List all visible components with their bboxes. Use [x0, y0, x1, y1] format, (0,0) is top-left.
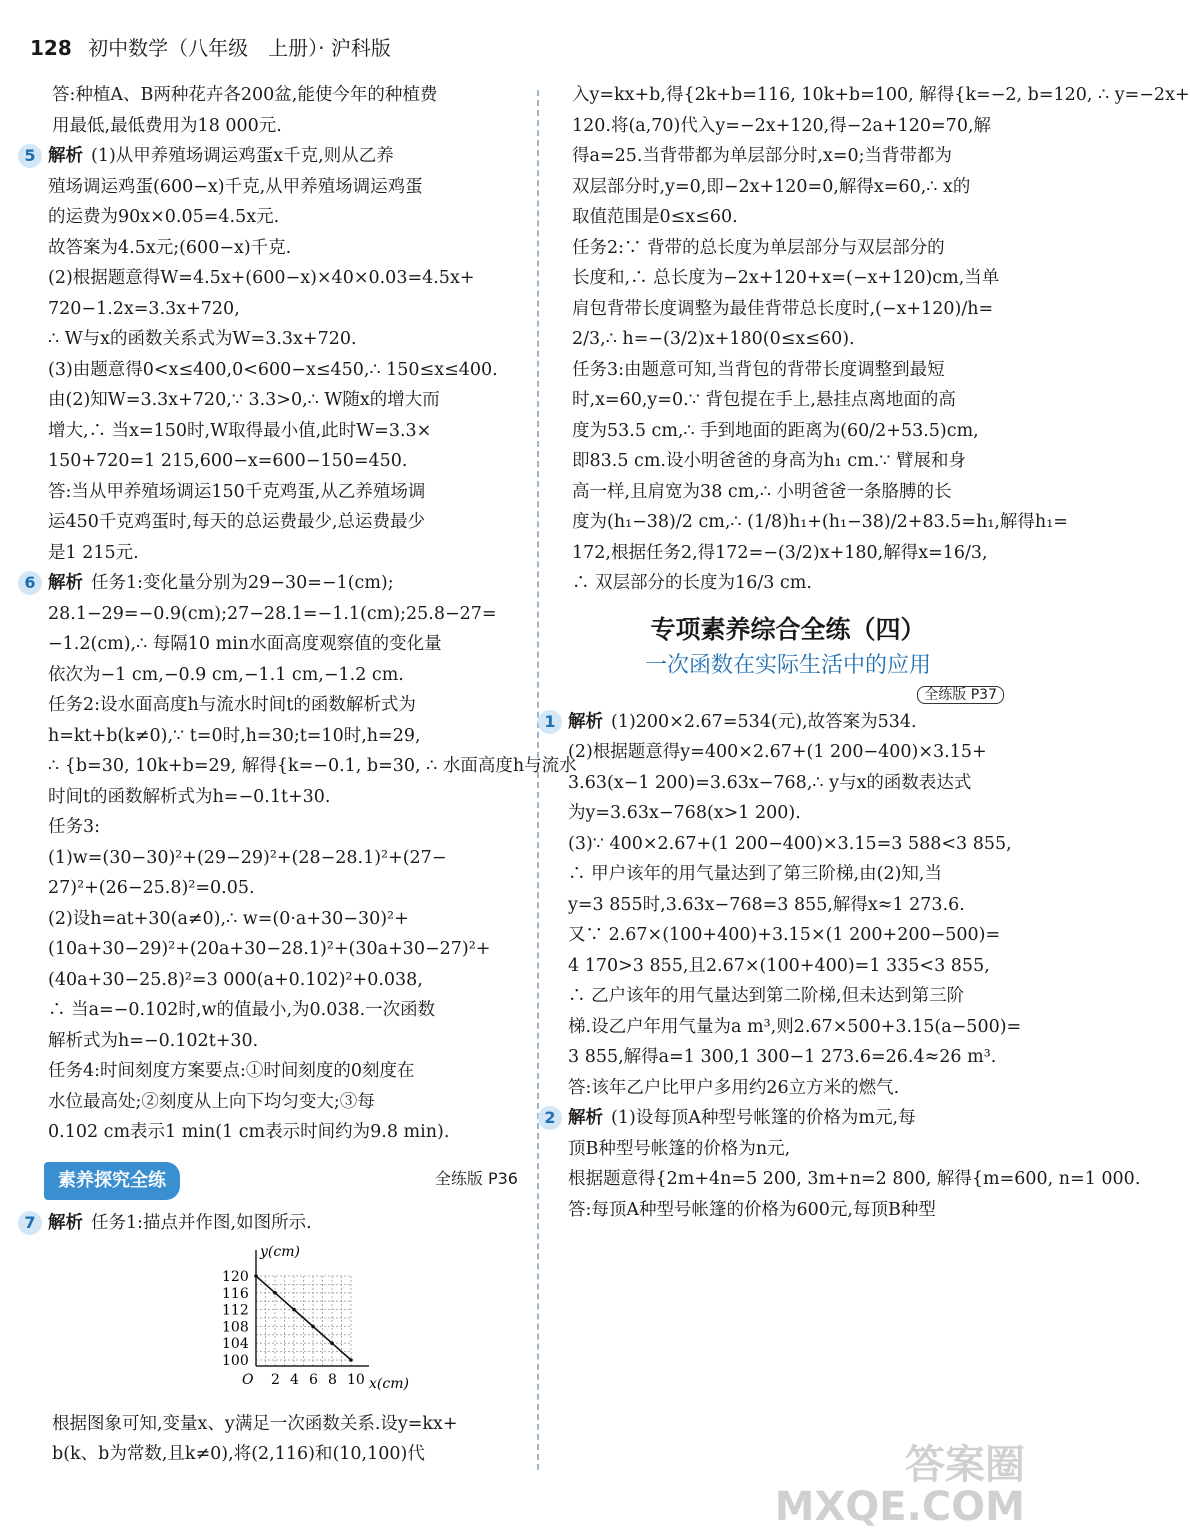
text-line: 答:当从甲养殖场调运150千克鸡蛋,从乙养殖场调 [48, 481, 426, 502]
text-line: 依次为−1 cm,−0.9 cm,−1.1 cm,−1.2 cm. [48, 664, 404, 685]
text-line: (1)从甲养殖场调运鸡蛋x千克,则从乙养 [91, 146, 394, 166]
text-line: ∴ 甲户该年的用气量达到了第三阶梯,由(2)知,当 [568, 864, 942, 884]
text-line: 任务4:时间刻度方案要点:①时间刻度的0刻度在 [48, 1061, 415, 1081]
text-line: (40a+30−25.8)²=3 000(a+0.102)²+0.038, [48, 969, 423, 990]
text-line: (1)设每顶A种型号帐篷的价格为m元,每 [611, 1108, 916, 1128]
text-line: (3)∵ 400×2.67+(1 200−400)×3.15=3 588<3 855, [568, 833, 1012, 854]
text-line: y=3 855时,3.63x−768=3 855,解得x≈1 273.6. [568, 894, 965, 915]
text-line: 殖场调运鸡蛋(600−x)千克,从甲养殖场调运鸡蛋 [48, 176, 423, 197]
x-tick-label: 2 [271, 1372, 280, 1388]
data-point [311, 1325, 315, 1329]
text-line: 时间t的函数解析式为h=−0.1t+30. [48, 786, 331, 807]
text-line: 任务1:变化量分别为29−30=−1(cm); [91, 573, 394, 593]
text-line: 根据题意得{2m+4n=5 200, 3m+n=2 800, 解得{m=600, n=1 000. [568, 1169, 1141, 1189]
banner-tag: 素养探究全练 [44, 1162, 180, 1201]
text-line: ∴ 乙户该年的用气量达到第二阶梯,但未达到第三阶 [568, 986, 965, 1006]
banner-page-ref: 全练版 P36 [434, 1168, 518, 1188]
y-tick-label: 116 [222, 1285, 249, 1302]
text-line: 故答案为4.5x元;(600−x)千克. [48, 237, 292, 258]
text-line: 为y=3.63x−768(x>1 200). [568, 803, 801, 823]
text-line: 双层部分时,y=0,即−2x+120=0,解得x=60,∴ x的 [572, 176, 971, 197]
section-page-ref: 全练版 P37 [917, 686, 1004, 704]
text-line: 任务2:设水面高度h与流水时间t的函数解析式为 [48, 695, 416, 715]
text-line: 增大,∴ 当x=150时,W取得最小值,此时W=3.3× [48, 420, 432, 441]
question-number-badge: 6 [18, 571, 42, 595]
text-line: 根据图象可知,变量x、y满足一次函数关系.设y=kx+ [52, 1413, 458, 1434]
y-tick-label: 112 [222, 1302, 249, 1319]
text-line: 2/3,∴ h=−(3/2)x+180(0≤x≤60). [572, 329, 855, 349]
text-line: 用最低,最低费用为18 000元. [52, 115, 282, 136]
x-tick-label: 4 [290, 1372, 299, 1388]
text-line: 度为(h₁−38)/2 cm,∴ (1/8)h₁+(h₁−38)/2+83.5=h₁,解得h₁= [572, 512, 1068, 532]
watermark [775, 1444, 1025, 1528]
data-point [292, 1308, 296, 1312]
text-line: 肩包背带长度调整为最佳背带总长度时,(−x+120)/h= [572, 298, 994, 319]
text-line: 得a=25.当背带都为单层部分时,x=0;当背带都为 [572, 146, 953, 166]
text-line: 梯.设乙户年用气量为a m³,则2.67×500+3.15(a−500)= [568, 1016, 1022, 1037]
question-7 [24, 1208, 518, 1239]
question-5 [24, 141, 518, 568]
y-tick-label: 108 [222, 1319, 249, 1336]
y-tick-label: 104 [222, 1336, 249, 1353]
text-line: 是1 215元. [48, 542, 139, 563]
question-number-badge: 7 [18, 1211, 42, 1235]
tick-labels [222, 1269, 365, 1388]
data-point [273, 1291, 277, 1295]
section-question-2 [544, 1103, 1141, 1225]
text-line: ∴ {b=30, 10k+b=29, 解得{k=−0.1, b=30, ∴ 水面高度h与流水 [48, 756, 577, 776]
section-question-1 [544, 707, 1022, 1104]
analysis-label: 解析 [568, 711, 603, 732]
text-line: (2)根据题意得y=400×2.67+(1 200−400)×3.15+ [568, 742, 987, 762]
data-point [349, 1358, 353, 1362]
text-line: 任务3:由题意可知,当背包的背带长度调整到最短 [572, 359, 945, 380]
page-header [30, 32, 391, 61]
y-tick-label: 100 [222, 1353, 249, 1369]
question-number-badge: 1 [538, 710, 562, 734]
question-number-badge: 2 [538, 1106, 562, 1130]
text-line: (10a+30−29)²+(20a+30−28.1)²+(30a+30−27)²+ [48, 939, 491, 959]
text-line: 3 855,解得a=1 300,1 300−1 273.6=26.4≈26 m³. [568, 1047, 997, 1067]
text-line: ∴ 当a=−0.102时,w的值最小,为0.038.一次函数 [48, 1000, 436, 1020]
analysis-label: 解析 [48, 146, 83, 166]
origin-label: O [242, 1372, 254, 1388]
text-line: (2)设h=at+30(a≠0),∴ w=(0·a+30−30)²+ [48, 908, 409, 929]
right-column [544, 80, 1190, 1225]
text-line: (1)w=(30−30)²+(29−29)²+(28−28.1)²+(27− [48, 847, 447, 868]
text-line: 4 170>3 855,且2.67×(100+400)=1 335<3 855, [568, 955, 990, 976]
text-line: 取值范围是0≤x≤60. [572, 207, 738, 227]
analysis-label: 解析 [48, 573, 83, 593]
watermark-line: MXQE.COM [774, 1484, 1025, 1530]
y-axis-label: y(cm) [260, 1244, 300, 1260]
line-graph [212, 1242, 422, 1394]
text-line: 3.63(x−1 200)=3.63x−768,∴ y与x的函数表达式 [568, 772, 972, 793]
text-line: −1.2(cm),∴ 每隔10 min水面高度观察值的变化量 [48, 634, 442, 654]
text-line: ∴ 双层部分的长度为16/3 cm. [572, 573, 812, 593]
y-tick-label: 120 [222, 1269, 249, 1285]
x-axis-label: x(cm) [369, 1376, 409, 1392]
text-line: 的运费为90x×0.05=4.5x元. [48, 207, 280, 227]
text-line: (2)根据题意得W=4.5x+(600−x)×40×0.03=4.5x+ [48, 268, 475, 288]
text-line: ∴ W与x的函数关系式为W=3.3x+720. [48, 329, 357, 349]
text-line: 度为53.5 cm,∴ 手到地面的距离为(60/2+53.5)cm, [572, 420, 979, 441]
text-line: 高一样,且肩宽为38 cm,∴ 小明爸爸一条胳膊的长 [572, 481, 952, 502]
text-line: 答:每顶A种型号帐篷的价格为600元,每顶B种型 [568, 1199, 936, 1220]
section-banner [44, 1156, 518, 1202]
section-title: 专项素养综合全练（四） [650, 614, 926, 644]
analysis-label: 解析 [48, 1212, 83, 1233]
page-number: 128 [30, 36, 72, 60]
text-line: 答:种植A、B两种花卉各200盆,能使今年的种植费 [52, 85, 438, 105]
left-column [24, 80, 577, 1470]
text-line: 顶B种型号帐篷的价格为n元, [568, 1138, 791, 1159]
data-point [254, 1274, 258, 1278]
text-line: 任务2:∵ 背带的总长度为单层部分与双层部分的 [572, 237, 945, 258]
x-tick-label: 6 [309, 1372, 318, 1388]
text-line: 150+720=1 215,600−x=600−150=450. [48, 451, 408, 471]
text-line: 720−1.2x=3.3x+720, [48, 298, 240, 319]
text-line: 172,根据任务2,得172=−(3/2)x+180,解得x=16/3, [572, 542, 988, 563]
text-line: 入y=kx+b,得{2k+b=116, 10k+b=100, 解得{k=−2, b=120, ∴ y=−2x+ [572, 85, 1190, 105]
analysis-label: 解析 [568, 1108, 603, 1128]
section-subtitle: 一次函数在实际生活中的应用 [644, 652, 931, 678]
text-line: 任务1:描点并作图,如图所示. [91, 1212, 312, 1233]
text-line: 任务3: [48, 817, 101, 837]
text-line: 水位最高处;②刻度从上向下均匀变大;③每 [48, 1091, 375, 1112]
text-line: 120.将(a,70)代入y=−2x+120,得−2a+120=70,解 [572, 115, 992, 136]
text-line: (1)200×2.67=534(元),故答案为534. [611, 711, 917, 732]
text-line: h=kt+b(k≠0),∵ t=0时,h=30;t=10时,h=29, [48, 725, 421, 746]
text-line: 解析式为h=−0.102t+30. [48, 1030, 259, 1051]
text-line: 即83.5 cm.设小明爸爸的身高为h₁ cm.∵ 臂展和身 [572, 451, 966, 471]
text-line: 28.1−29=−0.9(cm);27−28.1=−1.1(cm);25.8−27= [48, 603, 497, 624]
text-line: b(k、b为常数,且k≠0),将(2,116)和(10,100)代 [52, 1444, 425, 1464]
book-title: 初中数学（八年级 上册）· 沪科版 [88, 36, 391, 60]
text-line: 0.102 cm表示1 min(1 cm表示时间约为9.8 min). [48, 1122, 450, 1142]
text-line: 运450千克鸡蛋时,每天的总运费最少,总运费最少 [48, 512, 426, 532]
data-point [330, 1341, 334, 1345]
text-line: 长度和,∴ 总长度为−2x+120+x=(−x+120)cm,当单 [572, 268, 1000, 288]
text-line: (3)由题意得0<x≤400,0<600−x≤450,∴ 150≤x≤400. [48, 359, 498, 380]
question-number-badge: 5 [18, 144, 42, 168]
x-tick-label: 10 [347, 1372, 365, 1388]
text-line: 又∵ 2.67×(100+400)+3.15×(1 200+200−500)= [568, 925, 1001, 945]
text-line: 时,x=60,y=0.∵ 背包提在手上,悬挂点离地面的高 [572, 390, 956, 410]
question-6 [24, 568, 577, 1148]
x-tick-label: 8 [328, 1372, 337, 1388]
text-line: 27)²+(26−25.8)²=0.05. [48, 878, 255, 898]
text-line: 由(2)知W=3.3x+720,∵ 3.3>0,∴ W随x的增大而 [48, 390, 440, 410]
text-line: 答:该年乙户比甲户多用约26立方米的燃气. [568, 1077, 900, 1098]
watermark-line: 答案圈 [905, 1442, 1025, 1488]
